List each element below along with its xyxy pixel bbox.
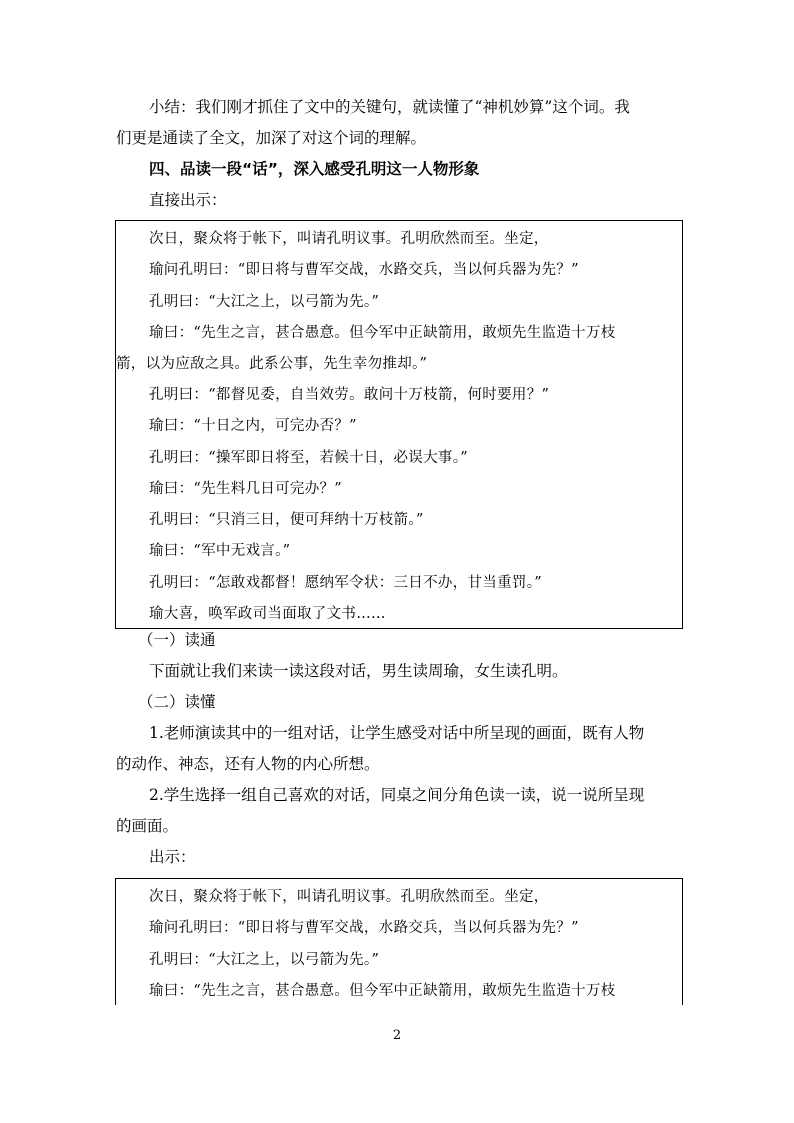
- show-label: 出示：: [149, 848, 196, 866]
- dialogue-line: 瑜曰：“先生之言，甚合愚意。但今军中正缺箭用，敢烦先生监造十万枝: [149, 325, 616, 341]
- dialogue-line: 瑜大喜，唤军政司当面取了文书……: [149, 606, 386, 622]
- dialogue-line: 瑜曰：“先生料几日可完办？”: [149, 481, 343, 497]
- subheading-read-through: （一）读通: [138, 631, 216, 649]
- item-1-line-1: 1.老师演读其中的一组对话，让学生感受对话中所呈现的画面，既有人物: [149, 724, 645, 742]
- item-1-line-2: 的动作、神态，还有人物的内心所想。: [116, 755, 380, 773]
- dialogue-line: 孔明曰：“怎敢戏都督！愿纳军令状：三日不办，甘当重罚。”: [149, 575, 542, 591]
- item-2-line-2: 的画面。: [116, 817, 179, 835]
- dialogue-line: 瑜曰：“军中无戏言。”: [149, 543, 291, 559]
- dialogue-line: 孔明曰：“大江之上，以弓箭为先。”: [149, 294, 380, 310]
- subheading-understand: （二）读懂: [138, 693, 216, 711]
- dialogue-line: 孔明曰：“大江之上，以弓箭为先。”: [149, 952, 380, 968]
- dialogue-line: 次日，聚众将于帐下，叫请孔明议事。孔明欣然而至。坐定，: [149, 889, 549, 905]
- dialogue-box: [115, 220, 683, 629]
- dialogue-line: 孔明曰：“只消三日，便可拜纳十万枝箭。”: [149, 512, 424, 528]
- summary-line-1: 小结：我们刚才抓住了文中的关键句，就读懂了“神机妙算”这个词。我: [149, 98, 630, 116]
- dialogue-line: 箭，以为应敌之具。此系公事，先生幸勿推却。”: [116, 356, 428, 372]
- dialogue-line: 次日，聚众将于帐下，叫请孔明议事。孔明欣然而至。坐定，: [149, 231, 549, 247]
- dialogue-line: 瑜问孔明曰：“即日将与曹军交战，水路交兵，当以何兵器为先？”: [149, 920, 579, 936]
- show-direct-label: 直接出示：: [149, 191, 227, 209]
- dialogue-line: 瑜问孔明曰：“即日将与曹军交战，水路交兵，当以何兵器为先？”: [149, 262, 579, 278]
- read-through-text: 下面就让我们来读一读这段对话，男生读周瑜，女生读孔明。: [149, 662, 568, 680]
- dialogue-box-continued: [115, 878, 683, 1005]
- dialogue-line: 孔明曰：“都督见委，自当效劳。敢问十万枝箭，何时要用？”: [149, 387, 550, 403]
- dialogue-line: 瑜曰：“先生之言，甚合愚意。但今军中正缺箭用，敢烦先生监造十万枝: [149, 983, 616, 999]
- dialogue-line: 孔明曰：“操军即日将至，若候十日，必误大事。”: [149, 450, 468, 466]
- page-number: 2: [392, 1028, 402, 1043]
- summary-line-2: 们更是通读了全文，加深了对这个词的理解。: [116, 129, 427, 147]
- item-2-line-1: 2.学生选择一组自己喜欢的对话，同桌之间分角色读一读，说一说所呈现: [149, 786, 645, 804]
- section-heading: 四、品读一段“话”，深入感受孔明这一人物形象: [149, 160, 480, 178]
- dialogue-line: 瑜曰：“十日之内，可完办否？”: [149, 418, 357, 434]
